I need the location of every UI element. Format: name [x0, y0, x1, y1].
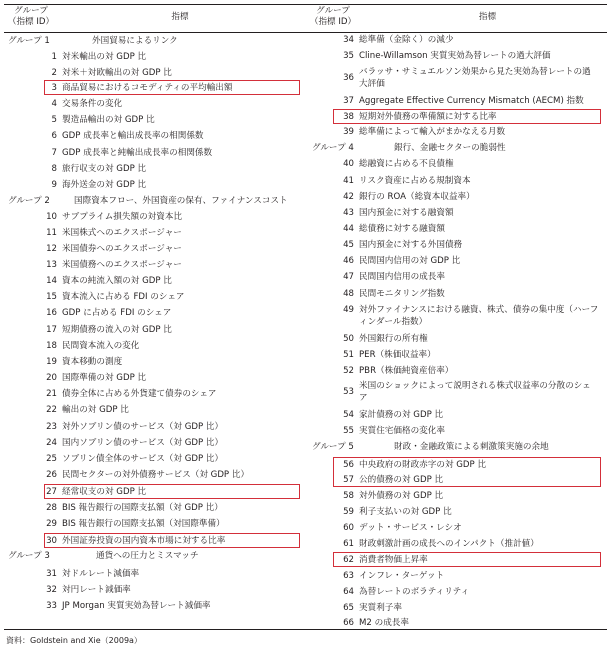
item-number: 43	[343, 208, 354, 218]
list-item	[46, 211, 183, 223]
item-text: 短期債務の流入の対 GDP 比	[62, 325, 172, 335]
item-text: BIS 報告銀行の国際支払額（対 GDP 比）	[62, 503, 223, 513]
list-item	[343, 223, 445, 235]
item-number: 51	[343, 350, 354, 360]
list-item	[46, 486, 147, 498]
item-number: 8	[51, 164, 57, 174]
item-text: インフレ・ターゲット	[359, 571, 445, 581]
item-number: 52	[343, 366, 354, 376]
item-text: 製造品輸出の対 GDP 比	[62, 115, 155, 125]
right-indicator-header-text: 指標	[478, 12, 497, 22]
item-number: 50	[343, 334, 354, 344]
item-text: 民間資本流入の変化	[62, 341, 140, 351]
item-text: 民間国内信用の対 GDP 比	[359, 256, 461, 266]
group-title: 財政・金融政策による刺激策実施の余地	[394, 442, 549, 452]
item-text: 消費者物価上昇率	[359, 555, 428, 565]
item-number: 47	[343, 272, 354, 282]
list-item	[46, 502, 223, 514]
item-text: 輸出の対 GDP 比	[62, 405, 129, 415]
item-number: 4	[51, 99, 57, 109]
item-text: 国際準備の対 GDP 比	[62, 373, 147, 383]
list-item	[46, 404, 129, 416]
item-text: 実質住宅価格の変化率	[359, 426, 445, 436]
table-bottom-rule	[4, 629, 607, 630]
item-number: 30	[46, 536, 57, 546]
group-name: グループ 1	[8, 36, 50, 46]
item-text: Cline-Willamson 実質実効為替レートの過大評価	[359, 51, 551, 61]
list-item	[46, 340, 140, 352]
list-item	[51, 163, 147, 175]
list-item	[343, 490, 444, 502]
right-group-header-text: グループ （指標 ID）	[309, 6, 357, 27]
item-text: デット・サービス・レシオ	[359, 523, 462, 533]
item-text: Aggregate Effective Currency Mismatch (AECM) 指数	[359, 96, 584, 106]
list-item	[343, 380, 599, 404]
item-number: 1	[51, 52, 57, 62]
item-number: 14	[46, 276, 57, 286]
item-number: 21	[46, 389, 57, 399]
item-number: 42	[343, 192, 354, 202]
list-item	[343, 175, 471, 187]
item-number: 57	[343, 475, 354, 485]
item-text: 資本の純流入額の対 GDP 比	[62, 276, 172, 286]
list-item	[343, 333, 428, 345]
item-number: 34	[343, 35, 354, 45]
list-item	[343, 66, 599, 90]
item-text: バラッサ・サミュエルソン効果から見た実効為替レートの過大評価	[359, 67, 591, 89]
group-title: 銀行、金融セクターの脆弱性	[394, 143, 506, 153]
item-number: 61	[343, 539, 354, 549]
item-text: 米国債券へのエクスポージャー	[62, 244, 182, 254]
item-text: 利子支払いの対 GDP 比	[359, 507, 452, 517]
list-item	[343, 409, 444, 421]
item-text: 為替レートのボラティリティ	[359, 587, 470, 597]
list-item	[51, 51, 147, 63]
item-number: 25	[46, 454, 57, 464]
left-indicator-header-text: 指標	[171, 12, 189, 22]
list-item	[343, 617, 409, 629]
list-item	[46, 324, 172, 336]
item-text: 中央政府の財政赤字の対 GDP 比	[359, 460, 487, 470]
list-item	[46, 584, 131, 596]
item-number: 49	[343, 305, 354, 315]
item-number: 12	[46, 244, 57, 254]
list-item	[46, 469, 250, 481]
right-indicator-header	[370, 12, 605, 23]
list-item	[46, 291, 185, 303]
list-item	[51, 98, 123, 110]
item-text: 財政刺激計画の成長へのインパクト（推計値）	[359, 539, 539, 549]
item-number: 33	[46, 601, 57, 611]
item-number: 9	[51, 180, 57, 190]
item-number: 44	[343, 224, 354, 234]
source-note: 資料：Goldstein and Xie（2009a）	[6, 636, 142, 645]
list-item	[343, 288, 445, 300]
item-number: 45	[343, 240, 354, 250]
item-text: 旅行収支の対 GDP 比	[62, 164, 147, 174]
item-text: 総準備によって輸入がまかなえる月数	[359, 127, 506, 137]
list-item	[343, 349, 436, 361]
item-number: 11	[46, 228, 57, 238]
group-title: 通貨への圧力とミスマッチ	[96, 551, 199, 561]
left-group-header-text: グループ （指標 ID）	[7, 6, 55, 27]
group-row	[312, 441, 602, 453]
item-text: 家計債務の対 GDP 比	[359, 410, 444, 420]
list-item	[46, 388, 217, 400]
list-item	[343, 158, 454, 170]
list-item	[46, 227, 182, 239]
item-number: 6	[51, 131, 57, 141]
item-number: 63	[343, 571, 354, 581]
list-item	[46, 421, 224, 433]
group-row	[312, 142, 602, 154]
item-number: 55	[343, 426, 354, 436]
list-item	[51, 130, 204, 142]
item-text: PER（株価収益率）	[359, 350, 436, 360]
list-item	[343, 459, 487, 471]
header-rule	[4, 32, 607, 33]
item-number: 46	[343, 256, 354, 266]
item-number: 36	[343, 73, 354, 83]
item-number: 27	[46, 487, 57, 497]
list-item	[51, 82, 233, 94]
list-item	[46, 372, 147, 384]
item-text: 対米輸出の対 GDP 比	[62, 52, 147, 62]
item-number: 29	[46, 519, 57, 529]
item-number: 53	[343, 387, 354, 397]
item-text: GDP 成長率と輸出成長率の相関係数	[62, 131, 204, 141]
item-number: 65	[343, 603, 354, 613]
item-text: BIS 報告銀行の国際支払額（対国際準備）	[62, 519, 225, 529]
list-item	[46, 518, 225, 530]
item-text: 資本流入に占める FDI のシェア	[62, 292, 185, 302]
list-item	[46, 243, 182, 255]
item-number: 62	[343, 555, 354, 565]
list-item	[343, 126, 506, 138]
item-number: 17	[46, 325, 57, 335]
item-text: 債券全体に占める外貨建て債券のシェア	[62, 389, 217, 399]
item-number: 40	[343, 159, 354, 169]
item-number: 24	[46, 438, 57, 448]
list-item	[46, 437, 224, 449]
list-item	[46, 568, 140, 580]
list-item	[343, 304, 599, 328]
list-item	[343, 34, 454, 46]
item-text: 民間国内信用の成長率	[359, 272, 445, 282]
item-number: 58	[343, 491, 354, 501]
item-text: 対米＋対欧輸出の対 GDP 比	[62, 68, 172, 78]
list-item	[343, 255, 461, 267]
item-number: 7	[51, 148, 57, 158]
item-number: 41	[343, 176, 354, 186]
item-text: 経常収支の対 GDP 比	[62, 487, 147, 497]
item-text: 総債務に対する融資額	[359, 224, 445, 234]
item-text: 米国株式へのエクスポージャー	[62, 228, 182, 238]
list-item	[343, 271, 445, 283]
item-number: 15	[46, 292, 57, 302]
item-number: 16	[46, 308, 57, 318]
item-text: 国内預金に対する融資額	[359, 208, 454, 218]
item-text: 交易条件の変化	[62, 99, 123, 109]
item-number: 19	[46, 357, 57, 367]
item-text: GDP に占める FDI のシェア	[62, 308, 172, 318]
item-number: 3	[51, 83, 57, 93]
list-item	[343, 111, 497, 123]
list-item	[343, 425, 445, 437]
item-text: 国内ソブリン債のサービス（対 GDP 比）	[62, 438, 224, 448]
list-item	[51, 67, 172, 79]
right-group-header	[306, 6, 360, 28]
list-item	[343, 207, 454, 219]
list-item	[343, 538, 539, 550]
item-text: 短期対外債務の準備額に対する比率	[359, 112, 497, 122]
item-text: 海外送金の対 GDP 比	[62, 180, 147, 190]
list-item	[343, 602, 402, 614]
item-number: 32	[46, 585, 57, 595]
item-number: 22	[46, 405, 57, 415]
group-row	[8, 550, 303, 562]
list-item	[343, 239, 463, 251]
list-item	[46, 453, 224, 465]
item-number: 18	[46, 341, 57, 351]
item-text: 外国証券投資の国内資本市場に対する比率	[62, 536, 226, 546]
list-item	[46, 600, 211, 612]
item-text: 対外ソブリン債のサービス（対 GDP 比）	[62, 422, 224, 432]
group-name: グループ 4	[312, 143, 354, 153]
item-number: 5	[51, 115, 57, 125]
item-number: 64	[343, 587, 354, 597]
group-title: 国際資本フロー、外国資産の保有、ファイナンスコスト	[74, 196, 288, 206]
list-item	[46, 307, 172, 319]
group-name: グループ 2	[8, 196, 50, 206]
item-text: GDP 成長率と純輸出成長率の相関係数	[62, 148, 213, 158]
item-text: 国内預金に対する外国債務	[359, 240, 463, 250]
item-text: サブプライム損失額の対資本比	[62, 212, 183, 222]
item-text: 米国債務へのエクスポージャー	[62, 260, 182, 270]
list-item	[343, 50, 551, 62]
list-item	[343, 570, 445, 582]
list-item	[343, 554, 428, 566]
list-item	[46, 275, 172, 287]
list-item	[343, 191, 475, 203]
item-text: 外国銀行の所有権	[359, 334, 428, 344]
item-number: 10	[46, 212, 57, 222]
item-text: 民間セクターの対外債務サービス（対 GDP 比）	[62, 470, 250, 480]
list-item	[343, 506, 452, 518]
group-name: グループ 3	[8, 551, 50, 561]
item-number: 31	[46, 569, 57, 579]
group-row	[8, 195, 303, 207]
item-text: 対円レート減価率	[62, 585, 131, 595]
item-number: 39	[343, 127, 354, 137]
item-text: 対外債務の対 GDP 比	[359, 491, 444, 501]
item-number: 2	[51, 68, 57, 78]
item-number: 23	[46, 422, 57, 432]
list-item	[343, 586, 470, 598]
item-text: 資本移動の測度	[62, 357, 123, 367]
item-number: 20	[46, 373, 57, 383]
item-text: JP Morgan 実質実効為替レート減価率	[62, 601, 211, 611]
left-indicator-header	[60, 12, 300, 23]
table-top-rule	[4, 4, 607, 5]
item-text: 民間モニタリング指数	[359, 289, 445, 299]
list-item	[343, 95, 584, 107]
list-item	[343, 365, 454, 377]
item-number: 35	[343, 51, 354, 61]
item-text: 対ドルレート減価率	[62, 569, 140, 579]
item-number: 13	[46, 260, 57, 270]
item-text: ソブリン債全体のサービス（対 GDP 比）	[62, 454, 224, 464]
list-item	[343, 522, 462, 534]
item-text: リスク資産に占める規制資本	[359, 176, 471, 186]
item-text: M2 の成長率	[359, 618, 409, 628]
item-text: 銀行の ROA（総資本収益率）	[359, 192, 475, 202]
item-text: 米国のショックによって説明される株式収益率の分散のシェア	[359, 381, 591, 403]
group-row	[8, 35, 303, 47]
list-item	[51, 147, 213, 159]
item-number: 60	[343, 523, 354, 533]
item-text: 対外ファイナンスにおける融資、株式、債券の集中度（ハーフィンダール指数）	[359, 305, 599, 327]
item-number: 28	[46, 503, 57, 513]
item-number: 37	[343, 96, 354, 106]
list-item	[343, 474, 444, 486]
item-number: 48	[343, 289, 354, 299]
item-number: 26	[46, 470, 57, 480]
item-number: 56	[343, 460, 354, 470]
item-number: 54	[343, 410, 354, 420]
item-text: 公的債務の対 GDP 比	[359, 475, 444, 485]
list-item	[51, 114, 155, 126]
item-text: PBR（株価純資産倍率）	[359, 366, 454, 376]
item-text: 商品貿易におけるコモディティの平均輸出額	[62, 83, 233, 93]
item-text: 総融資に占める不良債権	[359, 159, 454, 169]
list-item	[46, 356, 123, 368]
list-item	[46, 259, 182, 271]
item-number: 38	[343, 112, 354, 122]
item-number: 66	[343, 618, 354, 628]
item-number: 59	[343, 507, 354, 517]
list-item	[46, 535, 226, 547]
list-item	[51, 179, 147, 191]
item-text: 実質利子率	[359, 603, 402, 613]
group-name: グループ 5	[312, 442, 354, 452]
left-group-header	[4, 6, 58, 28]
group-title: 外国貿易によるリンク	[92, 36, 178, 46]
item-text: 総準備（金除く）の減少	[359, 35, 454, 45]
